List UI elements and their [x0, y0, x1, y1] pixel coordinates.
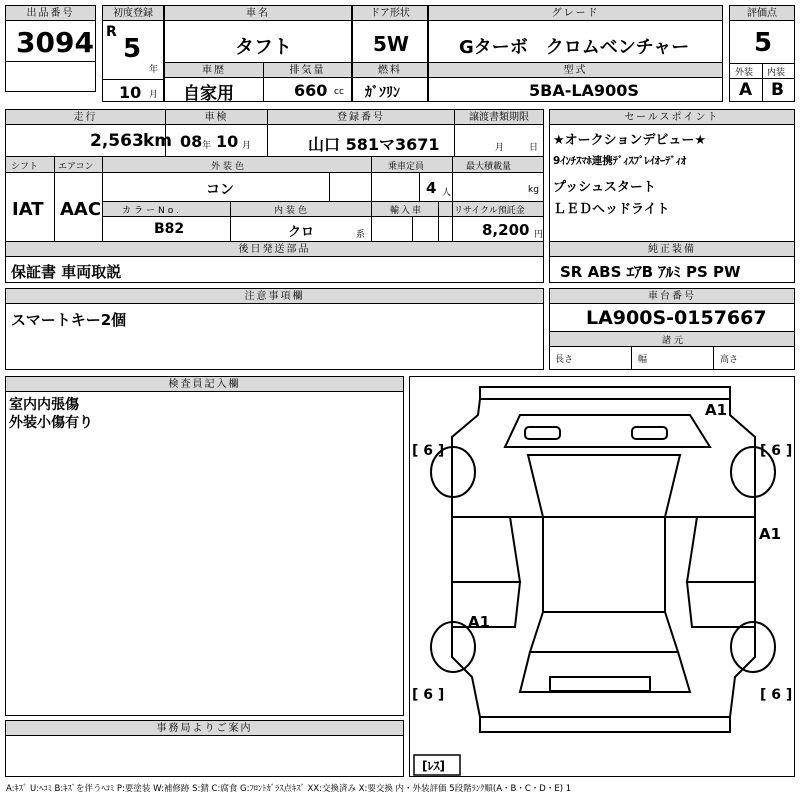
dims-length: 長さ	[555, 355, 574, 365]
displacement-box	[263, 62, 352, 102]
mileage-unit: km	[143, 131, 173, 151]
score-label: 評価点	[730, 6, 794, 21]
dims-label: 諸元	[662, 336, 687, 346]
mileage-value: 2,563	[90, 131, 144, 151]
inspection-label: 車検	[166, 110, 267, 125]
selling-point-4: ＬＥＤヘッドライト	[553, 202, 670, 217]
diagram-spare: [ﾚｽ]	[422, 759, 445, 773]
diagram-tire-fr: [ 6 ]	[760, 443, 793, 459]
first-reg-month: 10	[119, 83, 142, 102]
lot-label: 出品番号	[6, 6, 95, 21]
color-no-label: カラーNo.	[122, 206, 182, 216]
diagram-tire-rr: [ 6 ]	[760, 687, 793, 703]
ext-color-value: コン	[206, 182, 234, 198]
recycle-value: 8,200	[482, 221, 530, 239]
ext-color-label: 外装色	[211, 162, 248, 172]
equipment-box	[549, 241, 795, 283]
spec-grid	[5, 156, 544, 242]
later-parts-value: 保証書 車両取説	[11, 263, 122, 281]
max-load-unit: kg	[528, 185, 539, 195]
legend-text: A:ｷｽﾞ U:ﾍｺﾐ B:ｷｽﾞを伴うﾍｺﾐ P:要塗装 W:補修跡 S:錆 C:腐食 G:ﾌﾛﾝﾄｶﾞﾗｽ点ｷｽﾞ XX:交換済み X:要交換 内・外装評価 5段階ﾗﾝｸ順(A・B・C・D・E) 1	[6, 784, 572, 794]
selling-points-label: セールスポイント	[550, 110, 794, 125]
dims-height: 高さ	[720, 355, 739, 365]
inspection-year-unit: 年	[202, 141, 212, 151]
inspection-month: 10	[216, 132, 239, 151]
diagram-a1-top: A1	[705, 401, 728, 419]
car-name-box	[164, 5, 352, 63]
reg-number-value: 山口 581マ3671	[308, 135, 440, 154]
capacity-value: 4	[426, 179, 437, 197]
chassis-value: LA900S-0157667	[586, 307, 767, 329]
transfer-doc-label: 譲渡書類期限	[455, 110, 543, 125]
diagram-a1-right: A1	[759, 525, 782, 543]
reg-number-label: 登録番号	[268, 110, 454, 125]
diagram-tire-fl: [ 6 ]	[412, 443, 445, 459]
score-int: B	[771, 80, 784, 100]
mileage-label: 走行	[6, 110, 165, 125]
displacement-value: 660	[294, 81, 328, 100]
inspector-label: 検査員記入欄	[6, 377, 403, 392]
model-label: 型式	[429, 63, 722, 78]
notes-value: スマートキー2個	[11, 311, 127, 329]
lot-box	[5, 5, 96, 92]
chassis-box	[549, 288, 795, 370]
first-reg-year-unit: 年	[149, 65, 159, 75]
displacement-unit: cc	[334, 87, 344, 97]
history-label: 車歴	[165, 63, 263, 78]
car-diagram-box	[409, 376, 795, 777]
fuel-box	[352, 62, 428, 102]
lot-number: 3094	[16, 26, 94, 59]
inspector-box	[5, 376, 404, 716]
notes-box	[5, 288, 544, 370]
later-parts-label: 後日発送部品	[6, 242, 543, 257]
inspector-line-1: 室内内張傷	[9, 397, 79, 413]
import-label: 輸入車	[390, 206, 424, 216]
selling-point-3: プッシュスタート	[553, 180, 656, 195]
inspector-line-2: 外装小傷有り	[9, 415, 93, 431]
fuel-label: 燃料	[353, 63, 427, 78]
history-box	[164, 62, 264, 102]
mileage-box	[5, 109, 173, 157]
transfer-doc-month-unit: 月	[495, 143, 505, 153]
inspection-year: 08	[180, 132, 203, 151]
shift-label: シフト	[11, 162, 39, 172]
inspection-month-unit: 月	[242, 141, 252, 151]
fuel-value: ｶﾞｿﾘﾝ	[365, 85, 400, 101]
capacity-label: 乗車定員	[388, 162, 425, 172]
recycle-label: リサイクル預託金	[454, 206, 525, 216]
shift-value: IAT	[12, 199, 44, 220]
score-ext-label: 外装	[735, 68, 754, 78]
diagram-a1-left: A1	[468, 613, 491, 631]
int-color-label: 内装色	[274, 206, 311, 216]
capacity-unit: 人	[442, 188, 452, 198]
office-box	[5, 720, 404, 777]
door-label: ドア形状	[353, 6, 427, 21]
int-color-value: クロ	[288, 225, 315, 240]
diagram-tire-rl: [ 6 ]	[412, 687, 445, 703]
score-ext: A	[739, 80, 753, 100]
equipment-label: 純正装備	[550, 242, 794, 257]
notes-label: 注意事項欄	[6, 289, 543, 304]
car-name-label: 車名	[165, 6, 351, 21]
office-label: 事務局よりご案内	[6, 721, 403, 736]
grade-value: Gターボ クロムベンチャー	[459, 37, 690, 58]
color-no-value: B82	[154, 221, 185, 237]
model-value: 5BA-LA900S	[529, 81, 639, 100]
transfer-doc-box	[454, 109, 544, 157]
score-box	[729, 5, 795, 102]
car-diagram	[410, 377, 794, 776]
score-int-label: 内装	[767, 68, 786, 78]
car-name-value: タフト	[235, 36, 293, 58]
door-value: 5W	[373, 32, 409, 56]
first-reg-box	[102, 5, 164, 102]
grade-label: グレード	[429, 6, 722, 21]
dims-width: 幅	[638, 355, 648, 365]
first-reg-month-unit: 月	[149, 90, 159, 100]
door-box	[352, 5, 428, 63]
score-value: 5	[754, 28, 773, 58]
selling-points-box	[549, 109, 795, 242]
history-value: 自家用	[183, 84, 234, 104]
aircon-label: エアコン	[58, 162, 94, 172]
model-box	[428, 62, 723, 102]
inspection-box	[165, 109, 268, 157]
grade-box	[428, 5, 723, 63]
chassis-label: 車台番号	[550, 289, 794, 304]
int-color-unit: 系	[356, 230, 366, 240]
equipment-value: SR ABS ｴｱB ｱﾙﾐ PS PW	[560, 263, 741, 281]
selling-point-2: 9ｲﾝﾁｽﾏﾎ連携ﾃﾞｨｽﾌﾟﾚｲｵｰﾃﾞｨｵ	[553, 155, 687, 167]
first-reg-label: 初度登録	[103, 6, 163, 21]
first-reg-year: 5	[123, 34, 142, 64]
displacement-label: 排気量	[264, 63, 351, 78]
later-parts-box	[5, 241, 544, 283]
transfer-doc-day-unit: 日	[529, 143, 539, 153]
recycle-unit: 円	[534, 230, 544, 240]
aircon-value: AAC	[60, 199, 102, 220]
max-load-label: 最大積載量	[466, 162, 512, 172]
selling-point-1: ★オークションデビュー★	[553, 133, 707, 148]
first-reg-era: R	[106, 24, 117, 40]
reg-number-box	[267, 109, 455, 157]
